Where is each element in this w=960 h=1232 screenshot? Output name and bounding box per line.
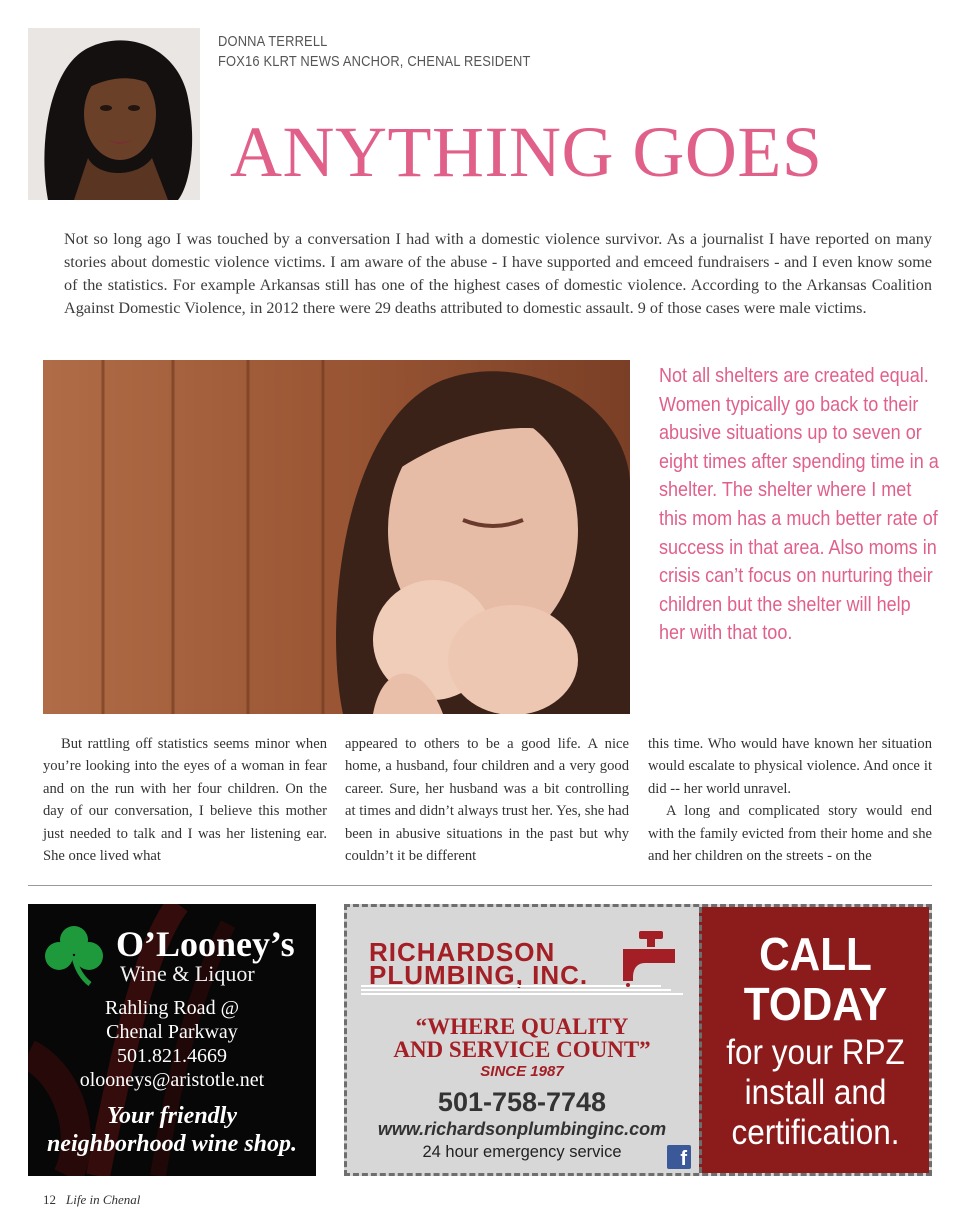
body-column-3-paragraph-1: this time. Who would have known her situation would escalate to physical violence. And once it did -- her world unravel. (648, 736, 932, 797)
section-divider (28, 885, 932, 886)
richardson-call-to-action (699, 907, 929, 1173)
body-column-2-text: appeared to others to be a good life. A nice home, a husband, four children and a very good career. Sure, her husband was a bit controlling at times and didn’t always trust her. Yes, she had been in abusive situations in the past but why couldn’t it be different (345, 736, 629, 865)
body-column-1-text: But rattling off statistics seems minor when you’re looking into the eyes of a woman in fear and on the run with her four children. On the day of our conversation, I believe this mother just needed to talk and I was her listening ear. She once lived what (43, 736, 327, 865)
olooneys-phone: 501.821.4669 (117, 1045, 227, 1067)
richardson-website-link[interactable]: www.richardsonplumbinginc.com (377, 1119, 667, 1139)
author-title: FOX16 KLRT NEWS ANCHOR, CHENAL RESIDENT (218, 53, 531, 70)
olooneys-advertisement[interactable] (28, 904, 316, 1176)
cta-call: CALL (759, 928, 872, 980)
richardson-logo-line-1: RICHARDSON (369, 937, 556, 967)
richardson-plumbing-advertisement[interactable] (344, 904, 932, 1176)
author-headshot-photo (28, 28, 200, 200)
olooneys-tagline-line-2: neighborhood wine shop. (46, 1131, 298, 1157)
page-footer (43, 1192, 140, 1208)
richardson-slogan-line-2: AND SERVICE COUNT” (393, 1037, 651, 1062)
body-column-3 (648, 733, 932, 867)
author-name: DONNA TERRELL (218, 33, 328, 50)
richardson-slogan (347, 1015, 697, 1061)
author-portrait-illustration (28, 28, 200, 200)
pull-quote: Not all shelters are created equal. Women typically go back to their abusive situations up to seven or eight times after spending time in a shelter. The shelter where I met this mom has a much better rate of success in that area. Also moms in crisis can’t focus on nurturing their children but the shelter will help her with that too. (659, 364, 939, 645)
intro-paragraph: Not so long ago I was touched by a conversation I had with a domestic violence survivor. As a journalist I have reported on many stories about domestic violence victims. I am aware of the abuse - I have supported and emceed fundraisers - and I even know some of the statistics. For example Arkansas still has one of the highest cases of domestic violence. According to the Arkansas Coalition Against Domestic Violence, in 2012 there were 29 deaths attributed to domestic assault. 9 of those cases were male victims. (64, 230, 932, 317)
cta-today: TODAY (743, 978, 888, 1030)
article-headline: ANYTHING GOES (230, 112, 823, 192)
olooneys-address-line-2: Chenal Parkway (106, 1021, 238, 1043)
richardson-logo-line-2: PLUMBING, INC. (369, 960, 589, 990)
olooneys-contact-block (28, 996, 316, 1092)
page-number: 12 (43, 1192, 56, 1207)
richardson-phone[interactable]: 501-758-7748 (437, 1087, 607, 1117)
faucet-icon (615, 927, 683, 987)
richardson-info-panel (347, 907, 697, 1173)
olooneys-tagline (28, 1102, 316, 1158)
crying-woman-illustration (43, 360, 630, 714)
richardson-slogan-line-1: “WHERE QUALITY (415, 1014, 629, 1039)
richardson-hours: 24 hour emergency service (422, 1143, 622, 1161)
cta-line-certification: certification. (731, 1113, 900, 1152)
facebook-icon[interactable]: f (667, 1145, 691, 1169)
author-byline (218, 32, 531, 72)
olooneys-subtitle: Wine & Liquor (120, 961, 255, 986)
olooneys-address-line-1: Rahling Road @ (105, 997, 239, 1019)
olooneys-email[interactable]: olooneys@aristotle.net (79, 1069, 265, 1091)
olooneys-name: O’Looney’s (116, 924, 295, 964)
body-column-1 (43, 733, 327, 867)
richardson-logo (369, 937, 589, 990)
cta-line-install: install and (744, 1073, 887, 1112)
body-column-2 (345, 733, 629, 867)
body-column-3-paragraph-2: A long and complicated story would end with the family evicted from their home and she and her children on the streets - on the (648, 803, 932, 865)
cta-line-rpz: for your RPZ (726, 1033, 905, 1072)
olooneys-tagline-line-1: Your friendly (106, 1103, 237, 1129)
article-photo (43, 360, 630, 714)
shamrock-icon (42, 922, 106, 986)
richardson-since: SINCE 1987 (480, 1063, 564, 1080)
publication-name: Life in Chenal (66, 1192, 141, 1207)
